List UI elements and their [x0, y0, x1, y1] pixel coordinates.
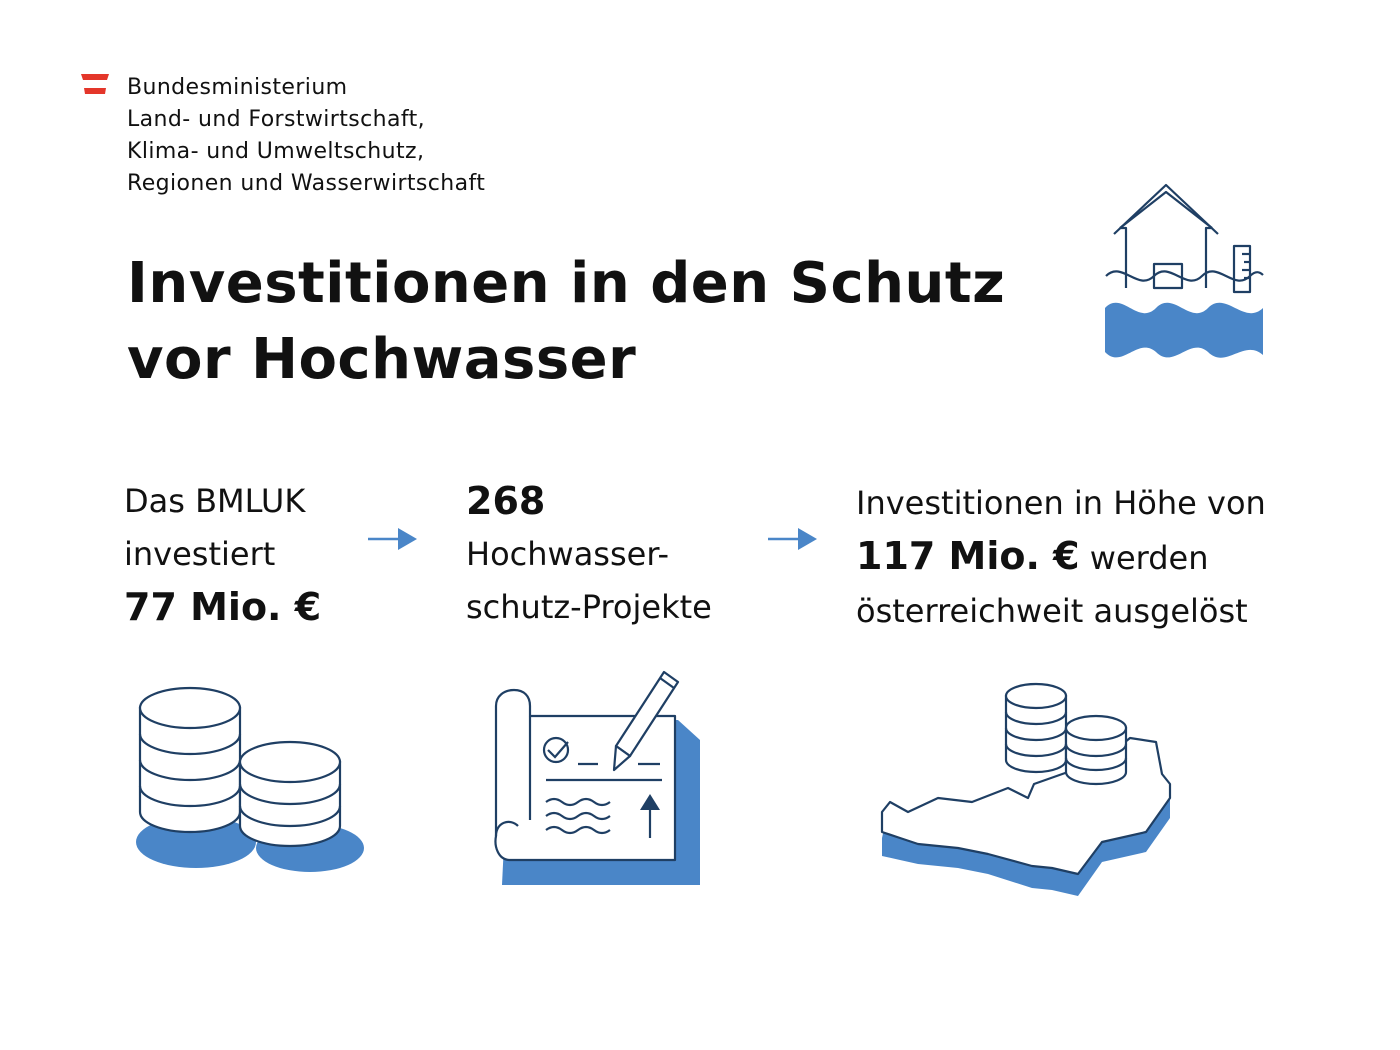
- flood-house-icon: [1100, 180, 1270, 360]
- page-title: [127, 246, 1005, 398]
- step-text: investiert: [124, 535, 276, 573]
- arrow-right-icon: [368, 526, 418, 552]
- step-total: [856, 477, 1266, 638]
- step-text: österreichweit ausgelöst: [856, 592, 1248, 630]
- signed-document-icon: [490, 660, 705, 890]
- ministry-name: [127, 72, 485, 200]
- step-text: Investitionen in Höhe von: [856, 484, 1266, 522]
- ministry-line: Klima- und Umweltschutz,: [127, 139, 425, 164]
- ministry-line: Land- und Forstwirtschaft,: [127, 107, 426, 132]
- step-amount: 117 Mio. €: [856, 534, 1080, 578]
- coin-stacks-icon: [130, 680, 370, 880]
- step-text: Hochwasser-: [466, 535, 669, 573]
- ministry-line: Regionen und Wasserwirtschaft: [127, 171, 486, 196]
- ministry-line: Bundesministerium: [127, 75, 348, 100]
- step-text: werden: [1079, 539, 1209, 577]
- step-count: 268: [466, 479, 546, 523]
- austria-map-coins-icon: [878, 680, 1178, 900]
- austria-flag-icon: [81, 74, 109, 94]
- step-text: Das BMLUK: [124, 482, 306, 520]
- title-line-1: Investitionen in den Schutz: [127, 251, 1006, 316]
- step-amount: 77 Mio. €: [124, 585, 322, 629]
- title-line-2: vor Hochwasser: [127, 327, 637, 392]
- arrow-right-icon: [768, 526, 818, 552]
- step-investment: [124, 475, 321, 634]
- step-text: schutz-Projekte: [466, 588, 712, 626]
- step-projects: [466, 475, 712, 634]
